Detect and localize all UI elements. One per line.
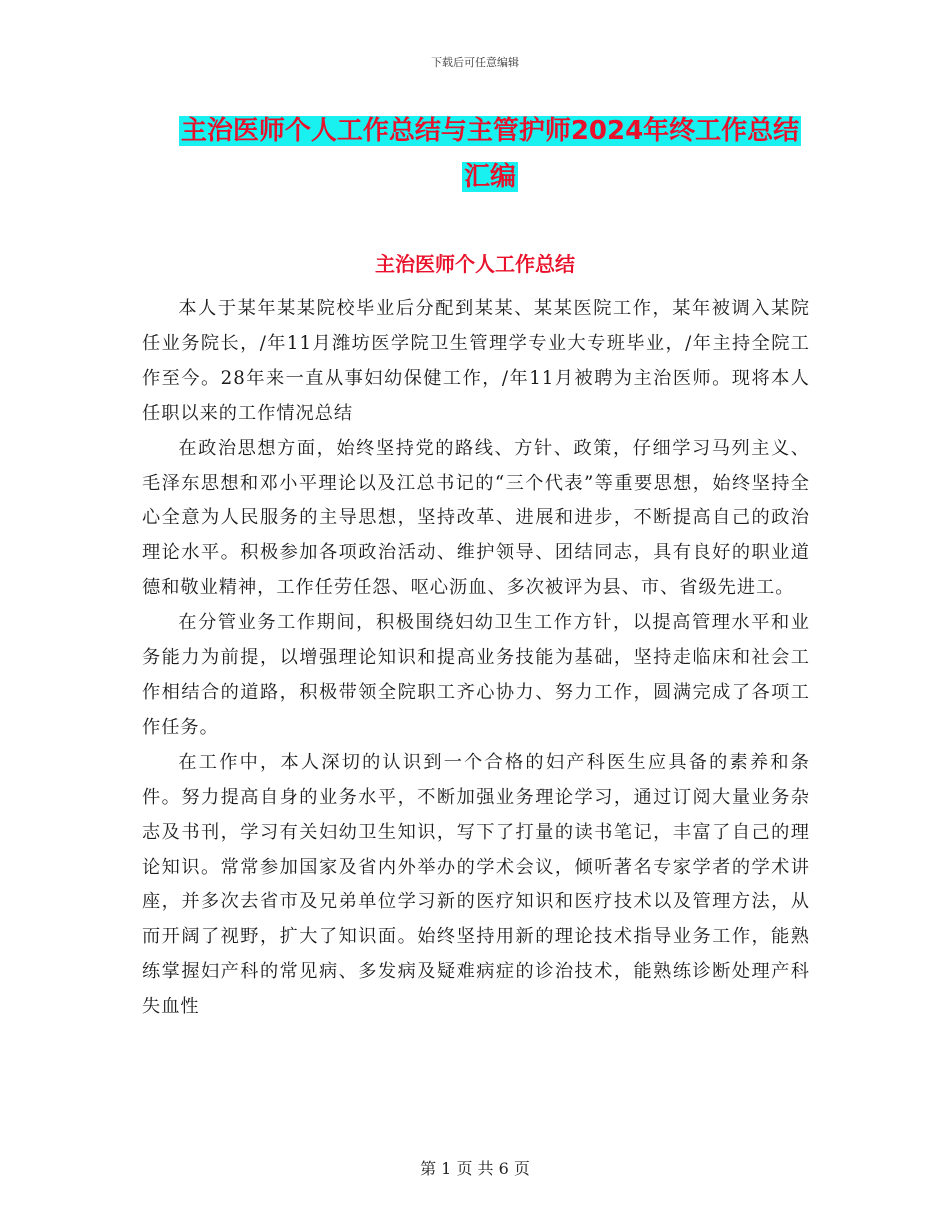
paragraph: 在分管业务工作期间，积极围绕妇幼卫生工作方针，以提高管理水平和业务能力为前提，以增强理论知识和提高业务技能为基础，坚持走临床和社会工作相结合的道路，积极带领全院职工齐心协力、努力工作，圆满完成了各项工作任务。 bbox=[142, 612, 810, 738]
main-title-line-2: 汇编 bbox=[463, 162, 516, 192]
page-footer: 第 1 页 共 6 页 bbox=[420, 1159, 530, 1178]
header-note: 下载后可任意编辑 bbox=[431, 56, 519, 69]
main-title-line-1: 主治医师个人工作总结与主管护师2024年终工作总结 bbox=[180, 116, 800, 146]
main-title bbox=[160, 108, 820, 200]
section-title: 主治医师个人工作总结 bbox=[375, 252, 575, 276]
body-text bbox=[142, 292, 810, 1025]
paragraph: 在工作中，本人深切的认识到一个合格的妇产科医生应具备的素养和条件。努力提高自身的业务水平，不断加强业务理论学习，通过订阅大量业务杂志及书刊，学习有关妇幼卫生知识，写下了打量的读书笔记，丰富了自己的理论知识。常常参加国家及省内外举办的学术会议，倾听著名专家学者的学术讲座，并多次去省市及兄弟单位学习新的医疗知识和医疗技术以及管理方法，从而开阔了视野，扩大了知识面。始终坚持用新的理论技术指导业务工作，能熟练掌握妇产科的常见病、多发病及疑难病症的诊治技术，能熟练诊断处理产科失血性 bbox=[142, 751, 810, 1018]
paragraph: 在政治思想方面，始终坚持党的路线、方针、政策，仔细学习马列主义、毛泽东思想和邓小平理论以及江总书记的“三个代表”等重要思想，始终坚持全心全意为人民服务的主导思想，坚持改革、进展和进步，不断提高自己的政治理论水平。积极参加各项政治活动、维护领导、团结同志，具有良好的职业道德和敬业精神，工作任劳任怨、呕心沥血、多次被评为县、市、省级先进工。 bbox=[142, 437, 810, 599]
paragraph: 本人于某年某某院校毕业后分配到某某、某某医院工作，某年被调入某院任业务院长，/年11月潍坊医学院卫生管理学专业大专班毕业，/年主持全院工作至今。28年来一直从事妇幼保健工作，/年11月被聘为主治医师。现将本人任职以来的工作情况总结 bbox=[142, 298, 810, 424]
